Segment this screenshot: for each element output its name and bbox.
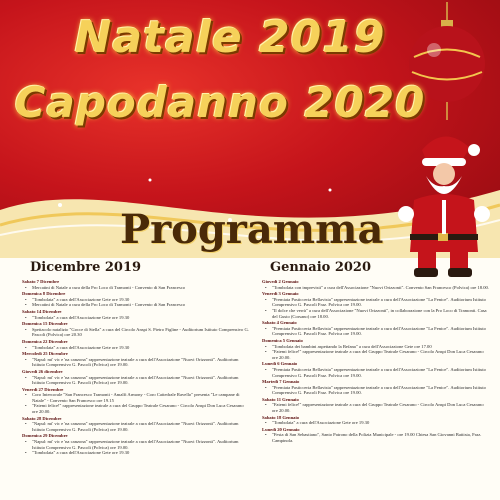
event-item: • "Tombolata" a cura dell'Associazione Gete ore 19.30 — [22, 345, 250, 351]
event-day-heading: Sabato 11 Gennaio — [262, 396, 299, 402]
event-item: • "Tombolata" a cura dell'Associazione Gete ore 19.30 — [22, 297, 250, 303]
event-item: • "Premiata Pasticceria Bellavista" rappresentazione teatrale a cura dell'Associazione "La Fenice". Auditorium Istituto Comprensivo G. Pascoli Fraz. Polvica ore 19.00. — [262, 367, 490, 378]
event-item: • "Fatemi felice!" rappresentazione teatrale a cura del Gruppo Teatrale Cesarano - Circolo Anspi Don Luca Cesarano ore 20.00. — [262, 402, 490, 413]
event-item: • Coro Intercorale "San Francesco Tramonti - Amalfi Armony - Coro Cattedrale Ravello" presenta "Le campane di Natale" - Convento San Francesco ore 19.15 — [22, 392, 250, 403]
event-day-heading: Domenica 15 Dicembre — [22, 321, 68, 327]
event-day-heading: Venerdì 27 Dicembre — [22, 386, 64, 392]
event-item: • "Premiata Pasticceria Bellavista" rappresentazione teatrale a cura dell'Associazione "La Fenice". Auditorium Istituto Comprensivo G. Pascoli Fraz. Polvica ore 19.00. — [262, 385, 490, 396]
event-day-heading: Sabato 4 Gennaio — [262, 320, 297, 326]
event-day-heading: Giovedì 26 dicembre — [22, 368, 63, 374]
event-item: • "Tombolata" a cura dell'Associazione Gete ore 19.30 — [262, 420, 490, 426]
event-item: • "Premiata Pasticceria Bellavista" rappresentazione teatrale a cura dell'Associazione "La Fenice". Auditorium Istituto Comprensivo G. Pascoli Fraz. Polvica ore 19.00. — [262, 297, 490, 308]
event-day-heading: Domenica 29 Dicembre — [22, 433, 68, 439]
event-item: • "Tombolata dei bambini aspettando la Befana" a cura dell'Associazione Gete ore 17.00 — [262, 344, 490, 350]
event-day-heading: Giovedì 2 Gennaio — [262, 279, 299, 284]
event-item: • "Festa di San Sebastiano", Santo Patrono della Polizia Municipale - ore 19.00 Chiesa San Giovanni Battista, Fraz. Campinola. — [262, 432, 490, 443]
title-natale: Natale 2019 — [74, 12, 386, 63]
event-item: • "Napul: mi' vic e 'na canzona" rappresentazione teatrale a cura dell'Associazione "Nuovi Orizzonti". Auditorium Istituto Comprensivo G. Pascoli (Polvica) ore 19.00. — [22, 439, 250, 450]
event-day-heading: Sabato 14 Dicembre — [22, 308, 62, 314]
month-heading-january: Gennaio 2020 — [270, 260, 372, 275]
month-heading-december: Dicembre 2019 — [30, 260, 142, 275]
title-capodanno: Capodanno 2020 — [14, 78, 426, 127]
event-day-heading: Lunedì 6 Gennaio — [262, 361, 298, 367]
event-item: • "Napul: mi' vic e 'na canzona" rappresentazione teatrale a cura dell'Associazione "Nuovi Orizzonti". Auditorium Istituto Comprensivo G. Pascoli (Polvica) ore 19.00. — [22, 375, 250, 386]
event-item: • "Napul: mi' vic e 'na canzona" rappresentazione teatrale a cura dell'Associazione "Nuovi Orizzonti". Auditorium Istituto Comprensivo G. Pascoli (Polvica) ore 19.00. — [22, 357, 250, 368]
event-item: • Spettacolo natalizio "Gocce di Stella" a cura del Circolo Anspi S. Pietro Figline - Auditorium Istituto Comprensivo G. Pascoli (Polvica) ore 20.30 — [22, 327, 250, 338]
event-item: • Mercatini di Natale a cura della Pro Loco di Tramonti - Convento di San Francesco — [22, 302, 250, 308]
event-day-heading: Venerdì 3 Gennaio — [262, 291, 299, 297]
december-events-column — [22, 278, 250, 456]
event-item: • "Tombolata" a cura dell'Associazione Gete ore 19.30 — [22, 450, 250, 456]
event-day-heading: Domenica 5 Gennaio — [262, 337, 303, 343]
event-item: • "Il dolce che verrà" a cura dell'Associazione "Nuovi Orizzonti", in collaborazione con la Pro Loco di Tramonti. Casa del Gusto (Corsano) ore 18.00. — [262, 308, 490, 319]
event-item: • "Fatemi felice!" rappresentazione teatrale a cura del Gruppo Teatrale Cesarano - Circolo Anspi Don Luca Cesarano ore 20.00. — [262, 349, 490, 360]
event-day-heading: Domenica 8 Dicembre — [22, 291, 66, 297]
santa-claus-icon — [392, 130, 492, 280]
event-item: • "Tombolata con imprevisti" a cura dell'Associazione "Nuovi Orizzonti". Convento San Francesco (Polvica) ore 18.00. — [262, 285, 490, 291]
event-day-heading: Sabato 18 Gennaio — [262, 414, 300, 420]
event-item: • "Fatemi felice!" rappresentazione teatrale a cura del Gruppo Teatrale Cesarano - Circolo Anspi Don Luca Cesarano ore 20.00. — [22, 403, 250, 414]
event-day-heading: Sabato 28 Dicembre — [22, 415, 62, 421]
event-day-heading: Sabato 7 Dicembre — [22, 279, 60, 284]
january-events-column — [262, 278, 490, 444]
event-day-heading: Lunedì 20 Gennaio — [262, 426, 300, 432]
event-item: • "Napul: mi' vic e 'na canzona" rappresentazione teatrale a cura dell'Associazione "Nuovi Orizzonti". Auditorium Istituto Comprensivo G. Pascoli (Polvica) ore 19.00. — [22, 421, 250, 432]
event-day-heading: Domenica 22 Dicembre — [22, 338, 68, 344]
event-item: • "Tombolata" a cura dell'Associazione Gete ore 19.30 — [22, 315, 250, 321]
event-item: • "Premiata Pasticceria Bellavista" rappresentazione teatrale a cura dell'Associazione "La Fenice". Auditorium Istituto Comprensivo G. Pascoli Fraz. Polvica ore 19.00. — [262, 326, 490, 337]
programma-heading: Programma — [120, 206, 384, 253]
event-day-heading: Martedì 7 Gennaio — [262, 379, 300, 385]
event-day-heading: Mercoledì 25 Dicembre — [22, 351, 68, 357]
event-item: • Mercatini di Natale a cura della Pro Loco di Tramonti - Convento di San Francesco — [22, 285, 250, 291]
